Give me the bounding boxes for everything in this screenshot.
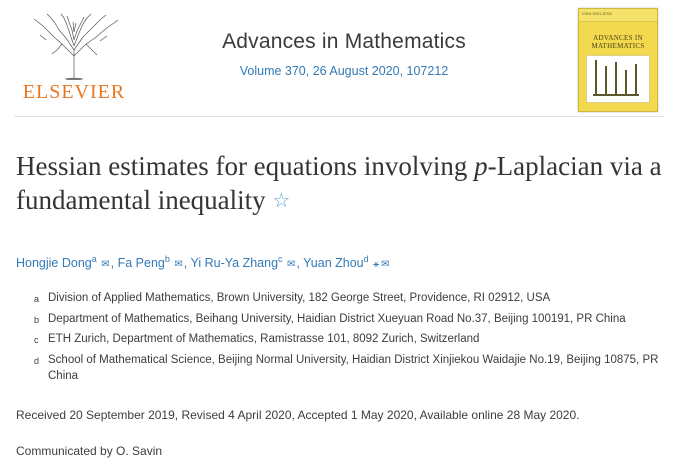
elsevier-tree-icon bbox=[26, 10, 122, 80]
author-item[interactable] bbox=[16, 256, 111, 270]
communicated-by: Communicated by O. Savin bbox=[16, 443, 163, 458]
author-affiliation-mark: d bbox=[363, 254, 369, 265]
journal-title[interactable]: Advances in Mathematics bbox=[222, 30, 466, 53]
publisher-logo[interactable] bbox=[14, 8, 134, 104]
cover-title bbox=[579, 34, 657, 50]
author-separator: , bbox=[296, 256, 304, 271]
publisher-name: ELSEVIER bbox=[22, 81, 126, 103]
title-area bbox=[0, 117, 678, 218]
affiliation-text: School of Mathematical Science, Beijing Normal University, Haidian District Xinjiekou Waidajie No.19, Beijing 10875, PR China bbox=[48, 353, 659, 383]
title-italic-p: p bbox=[474, 151, 488, 182]
journal-cover-block[interactable] bbox=[554, 8, 664, 112]
cover-title-line2: MATHEMATICS bbox=[591, 42, 645, 50]
author-name[interactable]: Hongjie Dong bbox=[16, 256, 92, 271]
affiliation-mark: a bbox=[34, 294, 40, 305]
journal-issue-line[interactable]: Volume 370, 26 August 2020, 107212 bbox=[239, 64, 449, 78]
author-affiliation-mark: a bbox=[91, 254, 97, 265]
affiliation-text: Division of Applied Mathematics, Brown University, 182 George Street, Providence, RI 02912, USA bbox=[48, 292, 551, 305]
title-part-1: Hessian estimates for equations involving bbox=[16, 151, 475, 182]
author-item[interactable] bbox=[190, 256, 296, 270]
title-part-2: -Laplacian via a fundamental inequality bbox=[16, 151, 662, 216]
author-name[interactable]: Yuan Zhou bbox=[303, 256, 364, 271]
author-separator: , bbox=[110, 256, 118, 271]
affiliation-mark: c bbox=[34, 335, 39, 346]
article-history: Received 20 September 2019, Revised 4 April 2020, Accepted 1 May 2020, Available online 28 May 2020. bbox=[16, 407, 580, 422]
author-name[interactable]: Fa Peng bbox=[117, 256, 165, 271]
affiliation-mark: d bbox=[34, 355, 40, 366]
envelope-icon[interactable]: ✉ bbox=[174, 259, 183, 271]
author-name[interactable]: Yi Ru-Ya Zhang bbox=[190, 256, 279, 271]
author-item[interactable] bbox=[303, 256, 390, 270]
affiliation-mark: b bbox=[34, 314, 40, 325]
journal-header bbox=[0, 0, 678, 112]
person-icon[interactable]: ⚹ bbox=[373, 259, 380, 271]
envelope-icon[interactable]: ✉ bbox=[101, 259, 110, 271]
author-affiliation-mark: b bbox=[164, 254, 170, 265]
author-list bbox=[0, 236, 678, 274]
author-separator: , bbox=[183, 256, 191, 271]
journal-cover-image[interactable] bbox=[578, 8, 658, 112]
cover-title-line1: ADVANCES IN bbox=[593, 34, 643, 42]
affiliation-item bbox=[34, 290, 662, 308]
envelope-icon[interactable]: ✉ bbox=[381, 259, 390, 271]
affiliation-text: Department of Mathematics, Beihang University, Haidian District Xueyuan Road No.37, Beijing 100191, PR China bbox=[48, 312, 626, 325]
cover-issn: ISSN 0001-8708 bbox=[579, 9, 657, 22]
affiliation-list bbox=[0, 274, 678, 385]
open-access-star-icon[interactable]: ☆ bbox=[272, 190, 291, 213]
affiliation-item bbox=[34, 331, 662, 349]
cover-artwork bbox=[586, 55, 650, 103]
journal-info bbox=[134, 8, 554, 78]
author-affiliation-mark: c bbox=[278, 254, 283, 265]
affiliation-text: ETH Zurich, Department of Mathematics, Ramistrasse 101, 8092 Zurich, Switzerland bbox=[48, 333, 480, 346]
affiliation-item bbox=[34, 311, 662, 329]
envelope-icon[interactable]: ✉ bbox=[287, 259, 296, 271]
affiliation-item bbox=[34, 352, 662, 385]
page-title bbox=[16, 149, 662, 218]
author-item[interactable] bbox=[118, 256, 184, 270]
